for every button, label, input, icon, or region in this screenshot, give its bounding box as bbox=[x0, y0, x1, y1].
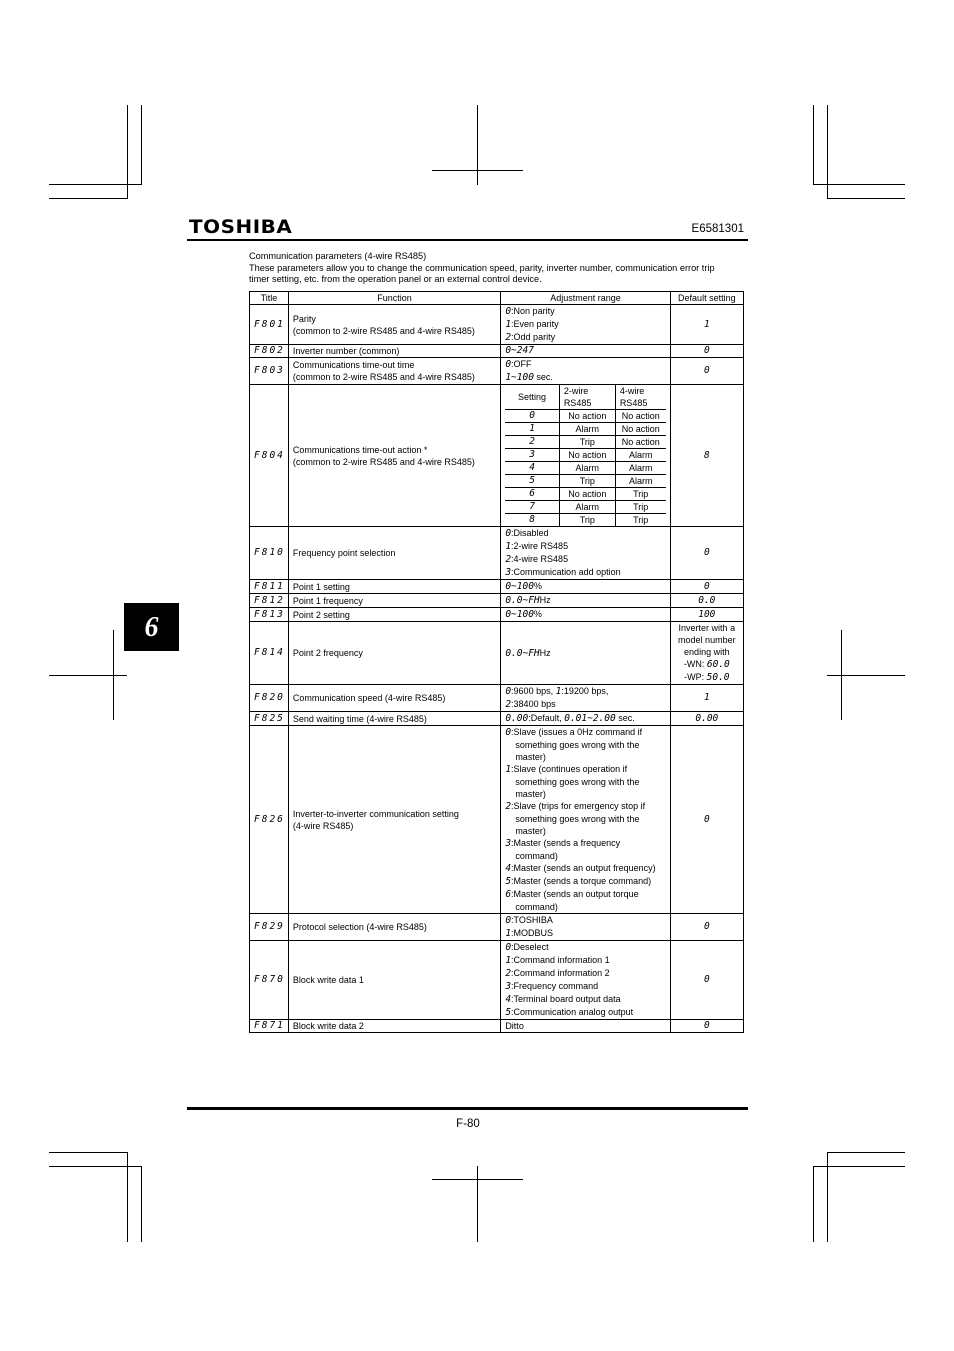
range-code: 0~100 bbox=[505, 609, 534, 620]
param-range bbox=[501, 941, 670, 1020]
param-function: Communication speed (4-wire RS485) bbox=[288, 685, 500, 712]
crop-mark bbox=[813, 1166, 905, 1167]
crop-mark bbox=[432, 1179, 523, 1180]
range-code: 1 bbox=[505, 319, 512, 330]
param-function: Frequency point selection bbox=[288, 527, 500, 580]
param-default: 0 bbox=[670, 1020, 743, 1033]
range-text: :Slave (continues operation if bbox=[511, 764, 628, 774]
range-code: 3 bbox=[505, 981, 512, 992]
crop-mark bbox=[813, 184, 905, 185]
sub-row bbox=[505, 462, 665, 475]
table-row bbox=[250, 527, 744, 580]
action-4wire: Alarm bbox=[615, 475, 665, 488]
range-code: 0.00 bbox=[505, 713, 529, 724]
param-title: F802 bbox=[250, 345, 289, 358]
action-2wire: No action bbox=[559, 449, 615, 462]
param-function: Block write data 1 bbox=[288, 941, 500, 1020]
param-function: Point 1 frequency bbox=[288, 594, 500, 608]
param-range: Ditto bbox=[501, 1020, 670, 1033]
range-code: 6 bbox=[505, 889, 512, 900]
col-header-default: Default setting bbox=[670, 292, 743, 305]
range-text: sec. bbox=[615, 713, 635, 723]
crop-mark bbox=[827, 1152, 905, 1153]
range-code: 1 bbox=[505, 541, 512, 552]
param-title: F870 bbox=[250, 941, 289, 1020]
param-default: 0 bbox=[670, 527, 743, 580]
table-row bbox=[250, 712, 744, 726]
function-text: Parity bbox=[292, 313, 316, 324]
param-function: Inverter number (common) bbox=[288, 345, 500, 358]
range-text: master) bbox=[515, 789, 546, 799]
function-text: (4-wire RS485) bbox=[292, 820, 354, 831]
range-text: :Master (sends an output torque bbox=[511, 889, 639, 899]
range-code: 4 bbox=[505, 863, 512, 874]
table-row bbox=[250, 914, 744, 941]
param-default: 0 bbox=[670, 358, 743, 385]
range-text: something goes wrong with the bbox=[515, 814, 640, 824]
range-text: :Master (sends an output frequency) bbox=[511, 863, 656, 873]
sub-header-text: 4-wire bbox=[619, 386, 645, 396]
section-heading: Communication parameters (4-wire RS485) bbox=[249, 251, 427, 261]
param-range bbox=[501, 580, 670, 594]
param-function bbox=[288, 385, 500, 527]
range-text: command) bbox=[515, 902, 558, 912]
range-code: 2 bbox=[505, 699, 512, 710]
crop-mark bbox=[49, 675, 127, 676]
range-code: 0.01~2.00 bbox=[564, 713, 616, 724]
table-row bbox=[250, 726, 744, 914]
param-range bbox=[501, 685, 670, 712]
action-4wire: Trip bbox=[615, 488, 665, 501]
range-code: 0 bbox=[505, 528, 512, 539]
param-title: F810 bbox=[250, 527, 289, 580]
param-default: 100 bbox=[670, 608, 743, 622]
action-2wire: Trip bbox=[559, 436, 615, 449]
document-number: E6581301 bbox=[691, 223, 744, 235]
setting-code: 3 bbox=[505, 449, 559, 462]
function-text: Communications time-out action * bbox=[292, 444, 428, 455]
range-code: 1 bbox=[555, 686, 562, 697]
range-text: :Master (sends a frequency bbox=[511, 838, 621, 848]
param-default: 0 bbox=[670, 580, 743, 594]
default-value: 50.0 bbox=[706, 672, 730, 683]
range-code: 0 bbox=[505, 915, 512, 926]
default-text: ending with bbox=[684, 647, 730, 657]
range-text: :38400 bps bbox=[511, 699, 556, 709]
param-title: F801 bbox=[250, 305, 289, 345]
sub-row bbox=[505, 423, 665, 436]
range-code: 3 bbox=[505, 838, 512, 849]
range-text: :19200 bps, bbox=[561, 686, 609, 696]
action-4wire: Trip bbox=[615, 514, 665, 527]
action-2wire: Trip bbox=[559, 475, 615, 488]
crop-mark bbox=[141, 1166, 142, 1242]
crop-mark bbox=[432, 170, 523, 171]
range-code: 0.0~FH bbox=[505, 647, 540, 659]
param-default: 0 bbox=[670, 345, 743, 358]
range-text: master) bbox=[515, 752, 546, 762]
param-range bbox=[501, 608, 670, 622]
parameter-table bbox=[249, 291, 744, 1033]
range-text: :Slave (trips for emergency stop if bbox=[511, 801, 646, 811]
sub-row bbox=[505, 514, 665, 527]
range-unit: % bbox=[533, 581, 542, 591]
range-text: :2-wire RS485 bbox=[511, 541, 569, 551]
default-text: Inverter with a bbox=[678, 623, 736, 633]
default-label: -WN: bbox=[683, 659, 707, 669]
table-row bbox=[250, 608, 744, 622]
range-code: 0 bbox=[505, 727, 512, 738]
crop-mark bbox=[827, 675, 905, 676]
action-2wire: Alarm bbox=[559, 501, 615, 514]
crop-mark bbox=[813, 105, 814, 185]
range-code: 0~100 bbox=[505, 581, 534, 592]
sub-header-text: RS485 bbox=[619, 398, 648, 408]
range-unit: Hz bbox=[539, 595, 551, 605]
range-code: 1 bbox=[505, 955, 512, 966]
param-range bbox=[501, 726, 670, 914]
setting-code: 2 bbox=[505, 436, 559, 449]
table-row bbox=[250, 385, 744, 527]
sub-row bbox=[505, 475, 665, 488]
setting-code: 5 bbox=[505, 475, 559, 488]
crop-mark bbox=[477, 105, 478, 185]
range-text: something goes wrong with the bbox=[515, 740, 640, 750]
range-code: 0 bbox=[505, 942, 512, 953]
param-title: F812 bbox=[250, 594, 289, 608]
param-range: 0~247 bbox=[501, 345, 670, 358]
param-default: 0 bbox=[670, 726, 743, 914]
crop-mark bbox=[827, 198, 905, 199]
timeout-action-table bbox=[505, 385, 665, 526]
setting-code: 4 bbox=[505, 462, 559, 475]
param-function: Send waiting time (4-wire RS485) bbox=[288, 712, 500, 726]
sub-row bbox=[505, 410, 665, 423]
intro-text bbox=[249, 251, 749, 286]
table-row bbox=[250, 941, 744, 1020]
col-header-function: Function bbox=[288, 292, 500, 305]
param-title: F825 bbox=[250, 712, 289, 726]
param-title: F803 bbox=[250, 358, 289, 385]
range-code: 1~100 bbox=[505, 372, 534, 383]
range-text: :Communication analog output bbox=[511, 1007, 634, 1017]
range-text: something goes wrong with the bbox=[515, 777, 640, 787]
action-2wire: No action bbox=[559, 488, 615, 501]
param-title: F829 bbox=[250, 914, 289, 941]
sub-header-row bbox=[505, 385, 665, 410]
header-rule bbox=[187, 239, 748, 241]
range-text: :Odd parity bbox=[511, 332, 556, 342]
default-label: -WP: bbox=[684, 672, 707, 682]
function-text: (common to 2-wire RS485 and 4-wire RS485) bbox=[292, 372, 475, 382]
crop-mark bbox=[477, 1166, 478, 1242]
range-text: :9600 bps, bbox=[511, 686, 556, 696]
range-code: 2 bbox=[505, 801, 512, 812]
param-title: F804 bbox=[250, 385, 289, 527]
range-code: 5 bbox=[505, 876, 512, 887]
param-range bbox=[501, 594, 670, 608]
setting-code: 6 bbox=[505, 488, 559, 501]
table-row bbox=[250, 580, 744, 594]
range-text: :Master (sends a torque command) bbox=[511, 876, 652, 886]
setting-code: 7 bbox=[505, 501, 559, 514]
range-code: 3 bbox=[505, 567, 512, 578]
range-text: :TOSHIBA bbox=[511, 915, 553, 925]
param-default: 1 bbox=[670, 685, 743, 712]
range-text: command) bbox=[515, 851, 558, 861]
brand-logo: TOSHIBA bbox=[189, 216, 293, 238]
range-text: :Deselect bbox=[511, 942, 549, 952]
param-default bbox=[670, 622, 743, 685]
sub-row bbox=[505, 436, 665, 449]
sub-header-setting: Setting bbox=[505, 385, 559, 410]
crop-mark bbox=[813, 1166, 814, 1242]
param-default: 0.00 bbox=[670, 712, 743, 726]
param-range bbox=[501, 914, 670, 941]
sub-row bbox=[505, 449, 665, 462]
param-default: 0 bbox=[670, 914, 743, 941]
crop-mark bbox=[49, 198, 128, 199]
action-4wire: Trip bbox=[615, 501, 665, 514]
param-default: 0 bbox=[670, 941, 743, 1020]
range-text: :Terminal board output data bbox=[511, 994, 621, 1004]
param-function bbox=[288, 305, 500, 345]
range-code: 2 bbox=[505, 968, 512, 979]
action-4wire: No action bbox=[615, 410, 665, 423]
param-function bbox=[288, 726, 500, 914]
param-default: 8 bbox=[670, 385, 743, 527]
chapter-tab: 6 bbox=[124, 603, 179, 651]
range-text: :MODBUS bbox=[511, 928, 554, 938]
action-4wire: No action bbox=[615, 436, 665, 449]
param-function: Block write data 2 bbox=[288, 1020, 500, 1033]
range-text: :Default, bbox=[528, 713, 565, 723]
function-text: Inverter-to-inverter communication setting bbox=[292, 808, 459, 819]
param-range bbox=[501, 622, 670, 685]
param-title: F820 bbox=[250, 685, 289, 712]
param-function: Point 2 setting bbox=[288, 608, 500, 622]
range-text: sec. bbox=[533, 372, 553, 382]
param-range bbox=[501, 712, 670, 726]
range-text: :Non parity bbox=[511, 306, 555, 316]
sub-header-text: 2-wire bbox=[563, 386, 589, 396]
action-4wire: Alarm bbox=[615, 462, 665, 475]
param-title: F826 bbox=[250, 726, 289, 914]
range-unit: % bbox=[533, 609, 542, 619]
range-text: master) bbox=[515, 826, 546, 836]
param-function: Protocol selection (4-wire RS485) bbox=[288, 914, 500, 941]
action-2wire: Trip bbox=[559, 514, 615, 527]
col-header-range: Adjustment range bbox=[501, 292, 670, 305]
default-text: model number bbox=[678, 635, 736, 645]
setting-code: 1 bbox=[505, 423, 559, 436]
action-4wire: No action bbox=[615, 423, 665, 436]
table-row bbox=[250, 1020, 744, 1033]
crop-mark bbox=[49, 1152, 128, 1153]
table-row bbox=[250, 305, 744, 345]
crop-mark bbox=[141, 105, 142, 185]
intro-line: timer setting, etc. from the operation panel or an external control device. bbox=[249, 274, 542, 284]
crop-mark bbox=[49, 184, 141, 185]
default-value: 60.0 bbox=[706, 659, 730, 670]
param-function: Point 1 setting bbox=[288, 580, 500, 594]
param-function bbox=[288, 358, 500, 385]
footer-rule bbox=[187, 1107, 748, 1110]
param-range bbox=[501, 305, 670, 345]
crop-mark bbox=[49, 1166, 141, 1167]
intro-line: These parameters allow you to change the communication speed, parity, inverter number, communication error trip bbox=[249, 262, 715, 273]
col-header-title: Title bbox=[250, 292, 289, 305]
action-2wire: Alarm bbox=[559, 462, 615, 475]
range-code: 0 bbox=[505, 686, 512, 697]
range-text: :Frequency command bbox=[511, 981, 599, 991]
range-text: :4-wire RS485 bbox=[511, 554, 569, 564]
table-row bbox=[250, 345, 744, 358]
range-code: 5 bbox=[505, 1007, 512, 1018]
function-text: (common to 2-wire RS485 and 4-wire RS485) bbox=[292, 325, 475, 336]
param-default: 1 bbox=[670, 305, 743, 345]
range-text: :OFF bbox=[511, 359, 532, 369]
table-row bbox=[250, 685, 744, 712]
table-row bbox=[250, 622, 744, 685]
range-code: 1 bbox=[505, 764, 512, 775]
table-header-row bbox=[250, 292, 744, 305]
range-text: :Even parity bbox=[511, 319, 559, 329]
table-row bbox=[250, 358, 744, 385]
function-text: Communications time-out time bbox=[292, 360, 415, 370]
param-range bbox=[501, 358, 670, 385]
setting-code: 8 bbox=[505, 514, 559, 527]
page-number: F-80 bbox=[456, 1118, 480, 1130]
param-title: F814 bbox=[250, 622, 289, 685]
param-range bbox=[501, 527, 670, 580]
action-2wire: Alarm bbox=[559, 423, 615, 436]
range-code: 2 bbox=[505, 332, 512, 343]
setting-code: 0 bbox=[505, 410, 559, 423]
range-code: 0 bbox=[505, 306, 512, 317]
range-text: :Slave (issues a 0Hz command if bbox=[511, 727, 643, 737]
param-title: F811 bbox=[250, 580, 289, 594]
range-text: :Command information 1 bbox=[511, 955, 610, 965]
action-2wire: No action bbox=[559, 410, 615, 423]
range-code: 1 bbox=[505, 928, 512, 939]
range-code: 0 bbox=[505, 359, 512, 370]
range-text: :Disabled bbox=[511, 528, 549, 538]
sub-header-4wire bbox=[615, 385, 665, 410]
param-default: 0.0 bbox=[670, 594, 743, 608]
function-text: (common to 2-wire RS485 and 4-wire RS485) bbox=[292, 456, 475, 467]
param-title: F813 bbox=[250, 608, 289, 622]
table-row bbox=[250, 594, 744, 608]
sub-header-2wire bbox=[559, 385, 615, 410]
range-text: :Communication add option bbox=[511, 567, 621, 577]
range-code: 2 bbox=[505, 554, 512, 565]
range-unit: Hz bbox=[539, 647, 551, 658]
sub-row bbox=[505, 501, 665, 514]
param-range bbox=[501, 385, 670, 527]
param-title: F871 bbox=[250, 1020, 289, 1033]
range-text: :Command information 2 bbox=[511, 968, 610, 978]
param-function: Point 2 frequency bbox=[288, 622, 500, 685]
sub-header-text: RS485 bbox=[563, 398, 592, 408]
range-code: 4 bbox=[505, 994, 512, 1005]
range-code: 0.0~FH bbox=[505, 595, 540, 606]
sub-row bbox=[505, 488, 665, 501]
action-4wire: Alarm bbox=[615, 449, 665, 462]
